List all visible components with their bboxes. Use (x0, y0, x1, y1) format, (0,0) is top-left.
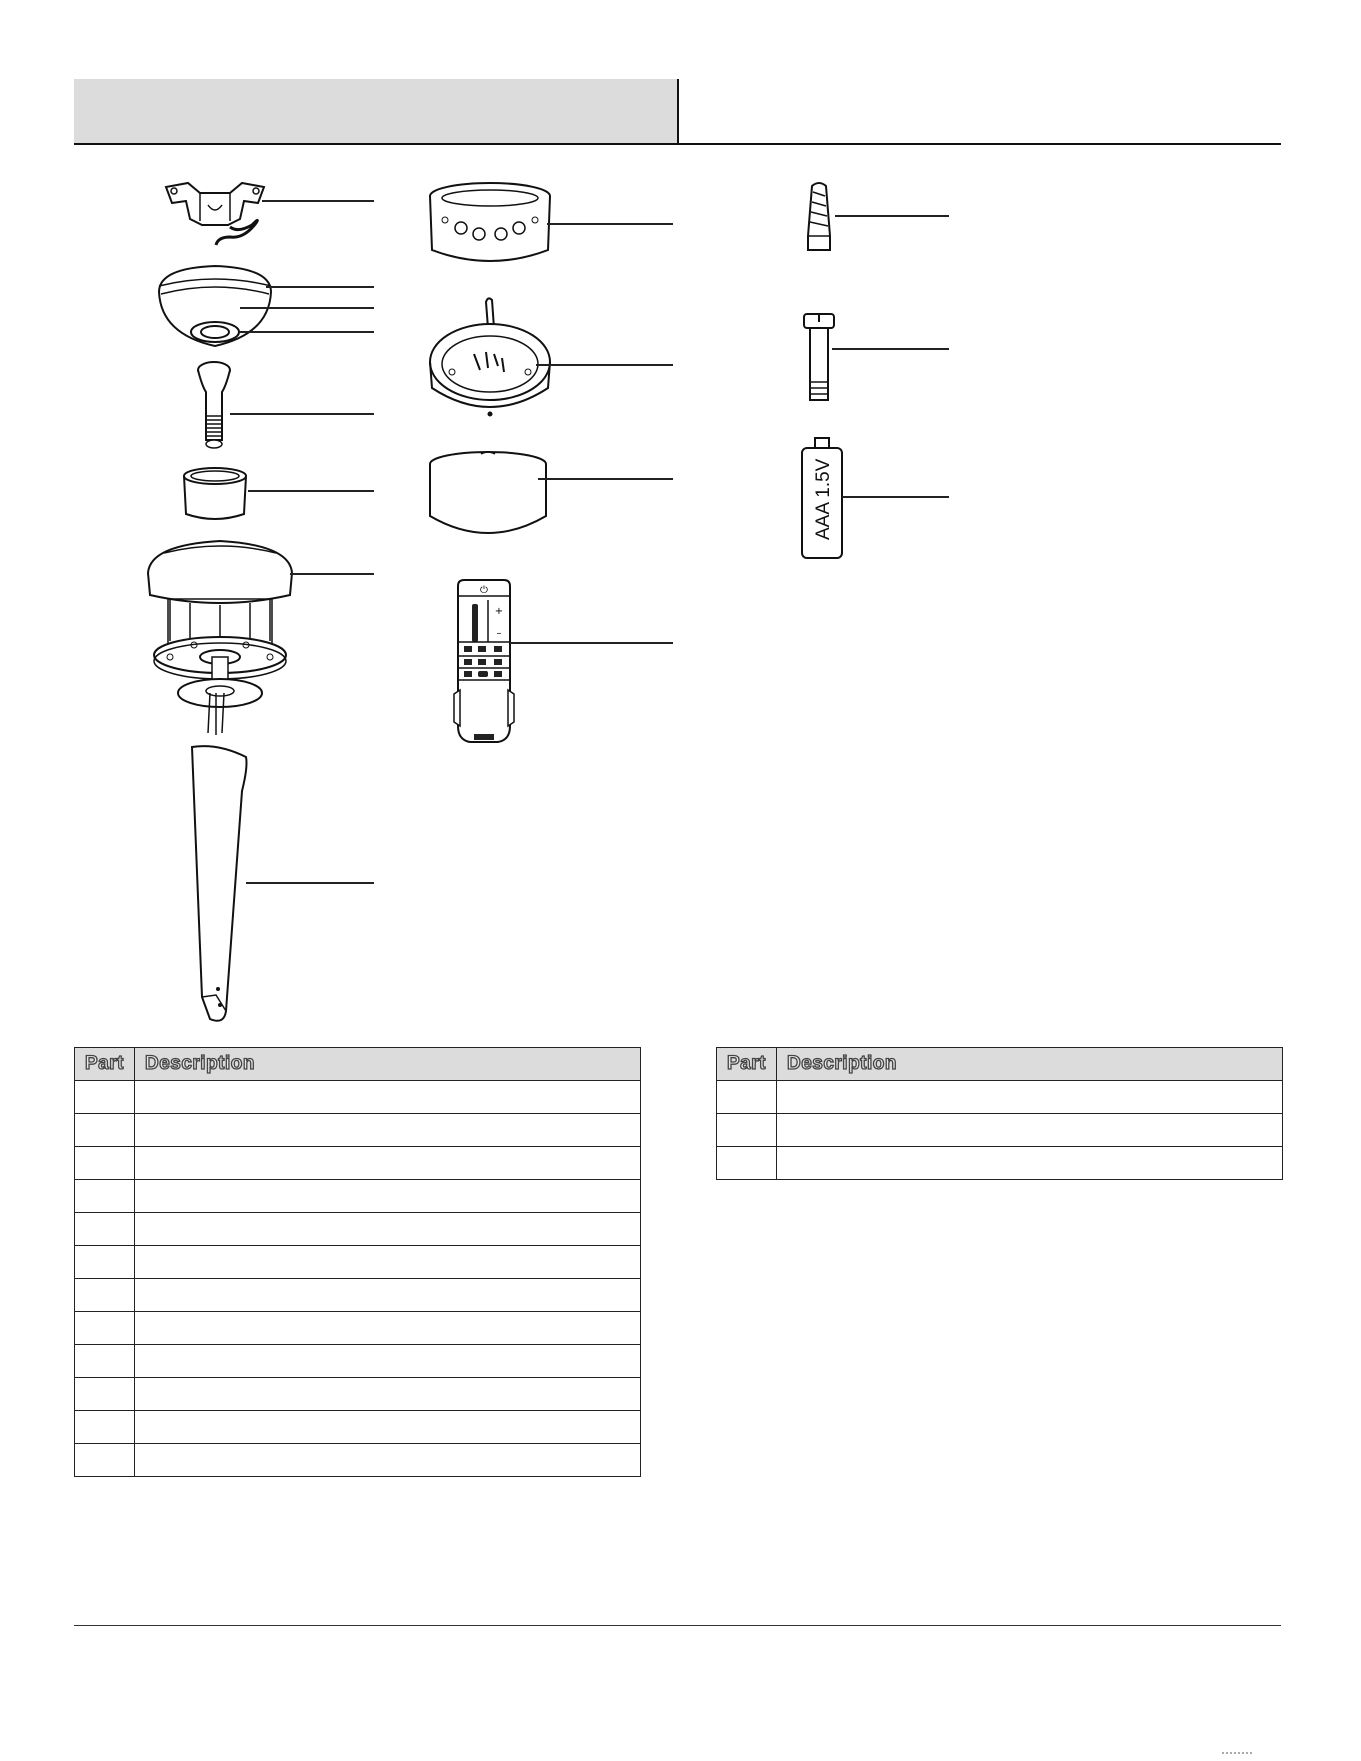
table-cell-description (134, 1411, 640, 1444)
leader-line (538, 478, 673, 480)
battery-illustration (800, 436, 844, 560)
table-cell-description (134, 1312, 640, 1345)
table-row (75, 1081, 641, 1114)
leader-line (510, 642, 673, 644)
leader-line (240, 331, 374, 333)
table-row (75, 1411, 641, 1444)
svg-text:⏻: ⏻ (480, 585, 488, 596)
table-row (75, 1114, 641, 1147)
led-light-module-illustration (422, 296, 558, 428)
table-row (717, 1147, 1283, 1180)
table-header-description: Description (776, 1048, 1282, 1081)
downrod-illustration (190, 360, 238, 452)
leader-line (230, 413, 374, 415)
table-row (75, 1147, 641, 1180)
table-cell-part (75, 1180, 135, 1213)
table-cell-description (134, 1147, 640, 1180)
fan-blade-illustration (188, 743, 256, 1028)
table-cell-description (134, 1345, 640, 1378)
parts-table-left (74, 1047, 641, 1477)
table-row (75, 1180, 641, 1213)
canopy-illustration (155, 262, 275, 350)
table-cell-description (776, 1147, 1282, 1180)
table-row (75, 1378, 641, 1411)
table-row (75, 1279, 641, 1312)
leader-line (266, 286, 374, 288)
table-cell-part (75, 1444, 135, 1477)
table-cell-part (75, 1411, 135, 1444)
leader-line (832, 348, 949, 350)
table-cell-description (134, 1180, 640, 1213)
coupling-cover-illustration (180, 466, 250, 526)
table-cell-description (134, 1246, 640, 1279)
table-cell-part (75, 1246, 135, 1279)
svg-text:–: – (496, 628, 502, 639)
table-row (75, 1312, 641, 1345)
battery-label: AAA 1.5V (813, 458, 834, 540)
mounting-bracket-illustration (160, 175, 270, 255)
table-row (717, 1081, 1283, 1114)
table-cell-description (776, 1114, 1282, 1147)
header-divider (677, 79, 679, 145)
table-cell-part (75, 1114, 135, 1147)
table-cell-description (134, 1444, 640, 1477)
blade-screw-illustration (800, 310, 838, 406)
table-row (75, 1246, 641, 1279)
table-cell-description (134, 1213, 640, 1246)
table-row (75, 1345, 641, 1378)
leader-line (536, 364, 673, 366)
parts-table-right (716, 1047, 1283, 1180)
table-row (75, 1213, 641, 1246)
table-cell-part (75, 1312, 135, 1345)
table-cell-part (717, 1147, 777, 1180)
leader-line (248, 490, 374, 492)
table-cell-description (134, 1114, 640, 1147)
table-cell-part (75, 1081, 135, 1114)
table-header-part: Part (717, 1048, 777, 1081)
motor-assembly-illustration (140, 533, 300, 738)
table-cell-description (776, 1081, 1282, 1114)
leader-line (240, 307, 374, 309)
header-rule (74, 143, 1281, 145)
leader-line (835, 215, 949, 217)
table-cell-part (75, 1279, 135, 1312)
leader-line (246, 882, 374, 884)
leader-line (290, 573, 374, 575)
table-header-part: Part (75, 1048, 135, 1081)
table-cell-part (717, 1081, 777, 1114)
footer-mark (1222, 1752, 1252, 1758)
footer-rule (74, 1625, 1281, 1626)
table-cell-description (134, 1378, 640, 1411)
light-kit-housing-illustration (425, 180, 555, 272)
table-cell-part (75, 1345, 135, 1378)
table-row (75, 1444, 641, 1477)
table-row (717, 1114, 1283, 1147)
table-cell-description (134, 1081, 640, 1114)
leader-line (262, 200, 374, 202)
table-cell-part (717, 1114, 777, 1147)
svg-text:+: + (494, 606, 504, 617)
table-cell-part (75, 1147, 135, 1180)
light-glass-illustration (425, 450, 551, 550)
header-title-bar (74, 79, 678, 143)
leader-line (842, 496, 949, 498)
wire-connector-illustration (800, 180, 838, 252)
remote-control-illustration (454, 580, 514, 742)
table-cell-part (75, 1378, 135, 1411)
table-cell-part (75, 1213, 135, 1246)
leader-line (547, 223, 673, 225)
table-cell-description (134, 1279, 640, 1312)
table-header-description: Description (134, 1048, 640, 1081)
